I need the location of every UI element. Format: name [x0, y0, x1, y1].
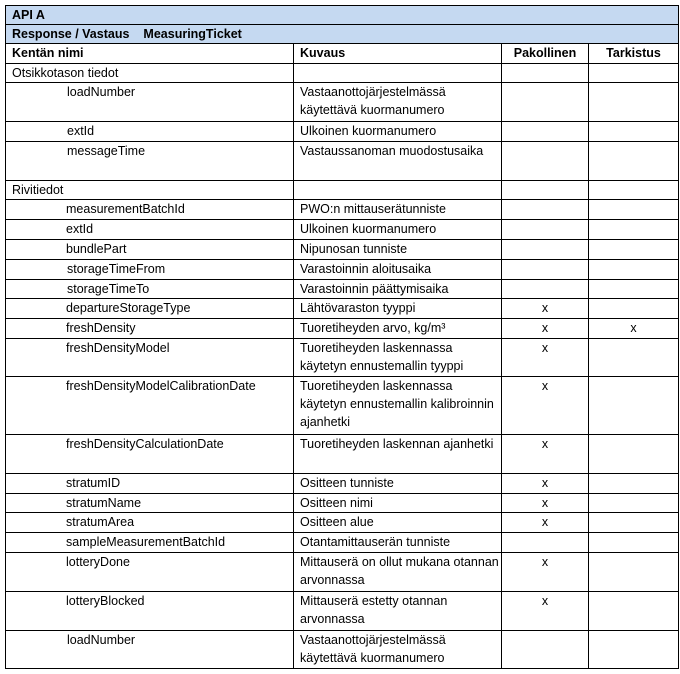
check-cell [589, 377, 679, 435]
response-title [6, 25, 679, 44]
column-header-name: Kentän nimi [6, 44, 294, 64]
description-cell: Ositteen tunniste [294, 474, 502, 494]
field-name-cell: departureStorageType [6, 299, 294, 319]
required-cell [502, 83, 589, 122]
description-cell: Vastaanottojärjestelmässä käytettävä kuormanumero [294, 631, 502, 669]
description-cell [294, 64, 502, 83]
description-cell: Nipunosan tunniste [294, 240, 502, 260]
description-cell: Tuoretiheyden laskennassa käytetyn ennustemallin kalibroinnin ajanhetki [294, 377, 502, 435]
description-cell: Lähtövaraston tyyppi [294, 299, 502, 319]
field-name-cell: freshDensityCalculationDate [6, 435, 294, 474]
field-name-cell: extId [6, 220, 294, 240]
field-name-cell: extId [6, 122, 294, 142]
table-row [6, 240, 679, 260]
description-cell: Varastoinnin päättymisaika [294, 280, 502, 299]
table-row [6, 122, 679, 142]
required-cell: x [502, 435, 589, 474]
table-row [6, 474, 679, 494]
description-cell: Varastoinnin aloitusaika [294, 260, 502, 280]
description-cell: Tuoretiheyden arvo, kg/m³ [294, 319, 502, 339]
check-cell [589, 220, 679, 240]
field-name-cell: messageTime [6, 142, 294, 181]
check-cell [589, 592, 679, 631]
field-name-cell: storageTimeFrom [6, 260, 294, 280]
required-cell [502, 142, 589, 181]
required-cell [502, 280, 589, 299]
required-cell [502, 122, 589, 142]
check-cell [589, 435, 679, 474]
table-row [6, 142, 679, 181]
required-cell: x [502, 513, 589, 533]
required-cell [502, 181, 589, 200]
required-cell: x [502, 494, 589, 513]
check-cell [589, 181, 679, 200]
check-cell [589, 533, 679, 553]
required-cell [502, 64, 589, 83]
description-cell: Ulkoinen kuormanumero [294, 122, 502, 142]
field-name-cell: loadNumber [6, 631, 294, 669]
check-cell [589, 240, 679, 260]
column-header-row [6, 44, 679, 64]
table-row [6, 533, 679, 553]
table-row [6, 260, 679, 280]
section-row [6, 181, 679, 200]
field-name-cell: stratumID [6, 474, 294, 494]
description-cell: Ulkoinen kuormanumero [294, 220, 502, 240]
table-row [6, 319, 679, 339]
required-cell: x [502, 339, 589, 377]
required-cell [502, 533, 589, 553]
table-row [6, 200, 679, 220]
table-row [6, 513, 679, 533]
table-row [6, 83, 679, 122]
field-name-cell: bundlePart [6, 240, 294, 260]
field-name-cell: sampleMeasurementBatchId [6, 533, 294, 553]
description-cell: Ositteen alue [294, 513, 502, 533]
table-row [6, 377, 679, 435]
required-cell: x [502, 553, 589, 592]
required-cell [502, 240, 589, 260]
field-name-cell: measurementBatchId [6, 200, 294, 220]
table-row [6, 592, 679, 631]
check-cell [589, 631, 679, 669]
table-row [6, 220, 679, 240]
column-header-description: Kuvaus [294, 44, 502, 64]
check-cell [589, 200, 679, 220]
check-cell [589, 299, 679, 319]
description-cell: Mittauserä on ollut mukana otannan arvonnassa [294, 553, 502, 592]
required-cell: x [502, 592, 589, 631]
api-title: API A [6, 6, 679, 25]
description-cell [294, 181, 502, 200]
section-row [6, 64, 679, 83]
response-prefix: Response / Vastaus [12, 27, 130, 41]
check-cell [589, 553, 679, 592]
table-row [6, 339, 679, 377]
required-cell: x [502, 299, 589, 319]
required-cell [502, 631, 589, 669]
required-cell: x [502, 377, 589, 435]
field-name-cell: loadNumber [6, 83, 294, 122]
column-header-required: Pakollinen [502, 44, 589, 64]
required-cell [502, 260, 589, 280]
description-cell: Mittauserä estetty otannan arvonnassa [294, 592, 502, 631]
check-cell [589, 339, 679, 377]
field-name-cell: Rivitiedot [6, 181, 294, 200]
api-title-row [6, 6, 679, 25]
table-row [6, 299, 679, 319]
field-name-cell: lotteryDone [6, 553, 294, 592]
description-cell: Tuoretiheyden laskennan ajanhetki [294, 435, 502, 474]
description-cell: Ositteen nimi [294, 494, 502, 513]
check-cell: x [589, 319, 679, 339]
response-name: MeasuringTicket [143, 27, 242, 41]
response-title-row [6, 25, 679, 44]
description-cell: PWO:n mittauserätunniste [294, 200, 502, 220]
check-cell [589, 122, 679, 142]
required-cell: x [502, 319, 589, 339]
description-cell: Tuoretiheyden laskennassa käytetyn ennustemallin tyyppi [294, 339, 502, 377]
table-row [6, 631, 679, 669]
required-cell: x [502, 474, 589, 494]
check-cell [589, 474, 679, 494]
check-cell [589, 280, 679, 299]
required-cell [502, 200, 589, 220]
column-header-check: Tarkistus [589, 44, 679, 64]
check-cell [589, 142, 679, 181]
api-spec-table [5, 5, 679, 669]
field-name-cell: freshDensityModelCalibrationDate [6, 377, 294, 435]
check-cell [589, 513, 679, 533]
field-name-cell: stratumName [6, 494, 294, 513]
field-name-cell: stratumArea [6, 513, 294, 533]
required-cell [502, 220, 589, 240]
check-cell [589, 494, 679, 513]
check-cell [589, 83, 679, 122]
description-cell: Vastaanottojärjestelmässä käytettävä kuormanumero [294, 83, 502, 122]
table-row [6, 494, 679, 513]
table-row [6, 553, 679, 592]
table-row [6, 280, 679, 299]
description-cell: Otantamittauserän tunniste [294, 533, 502, 553]
check-cell [589, 260, 679, 280]
field-name-cell: freshDensity [6, 319, 294, 339]
field-name-cell: storageTimeTo [6, 280, 294, 299]
description-cell: Vastaussanoman muodostusaika [294, 142, 502, 181]
field-name-cell: Otsikkotason tiedot [6, 64, 294, 83]
table-row [6, 435, 679, 474]
field-name-cell: lotteryBlocked [6, 592, 294, 631]
check-cell [589, 64, 679, 83]
field-name-cell: freshDensityModel [6, 339, 294, 377]
